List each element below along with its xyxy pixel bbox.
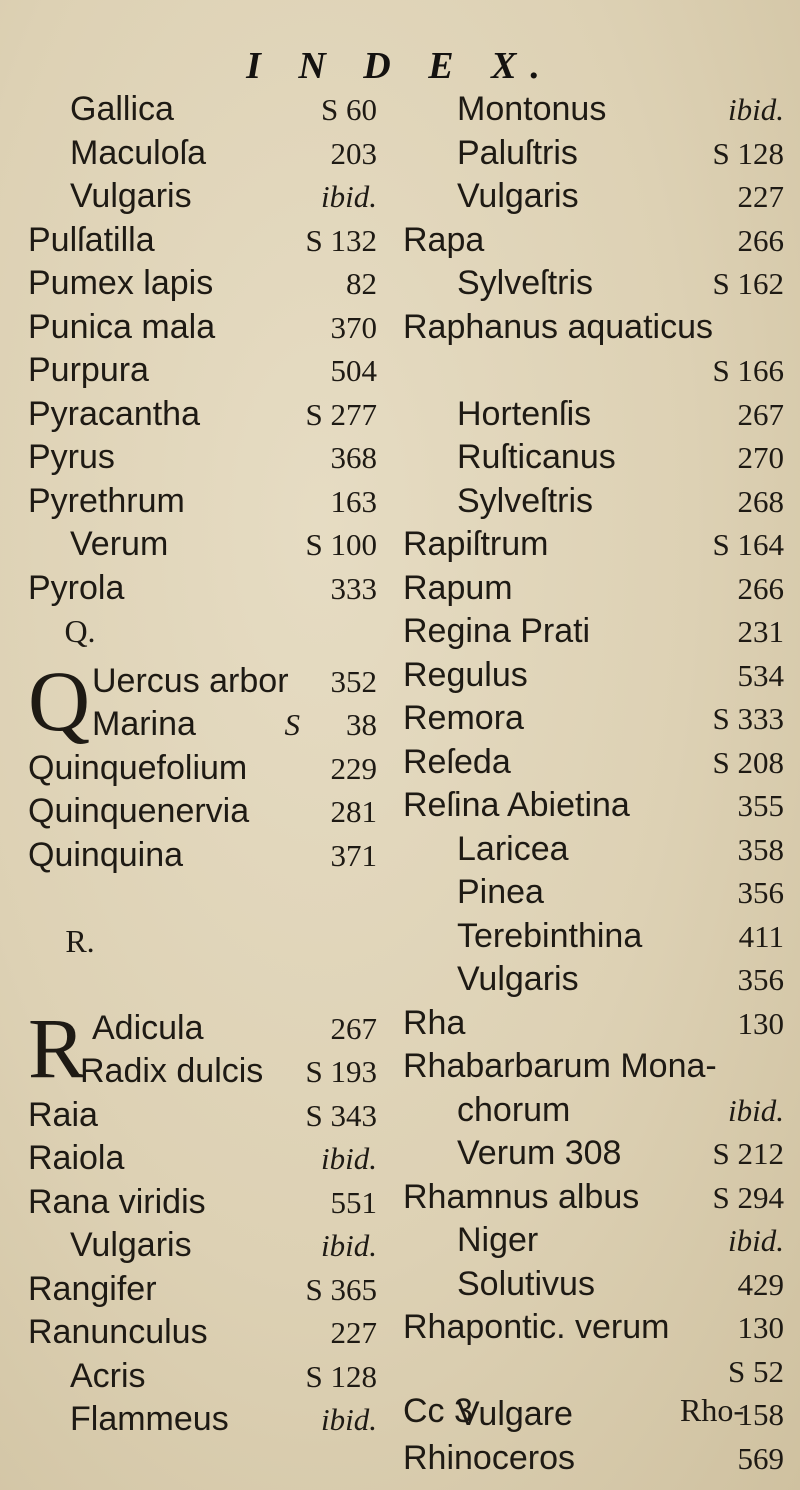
index-entry <box>400 393 800 437</box>
entry-page-ref: 229 <box>330 750 377 786</box>
entry-page-ref: 163 <box>330 483 377 519</box>
entry-page-ref: 569 <box>737 1440 784 1476</box>
entry-name: Regina Prati <box>403 612 591 650</box>
index-entry <box>400 1306 800 1350</box>
entry-name: Reſeda <box>403 742 511 781</box>
index-entry <box>0 1268 400 1312</box>
entry-page-ref: S 166 <box>712 353 784 388</box>
index-entry <box>0 1094 400 1138</box>
entry-page-ref: S 208 <box>712 744 784 780</box>
entry-page-ref: S 52 <box>728 1353 784 1389</box>
entry-name: Flammeus <box>70 1400 229 1438</box>
index-entry <box>400 915 800 959</box>
section-heading <box>0 920 400 964</box>
signature-mark: Cc 3 <box>403 1392 473 1430</box>
entry-page-ref: 38 <box>346 707 377 742</box>
catchword: Rho- <box>680 1392 744 1428</box>
entry-name: Paluſtris <box>457 133 578 172</box>
left-column <box>0 88 400 1442</box>
index-entry <box>400 741 800 785</box>
entry-page-prefix: S <box>284 707 300 742</box>
entry-name: Vulgaris <box>457 177 579 215</box>
entry-name: Raphanus aquaticus <box>403 307 714 346</box>
entry-name: Remora <box>403 699 524 737</box>
entry-page-ref: ibid. <box>321 1402 377 1437</box>
entry-name: Ranunculus <box>28 1313 208 1351</box>
entry-name: Gallica <box>70 90 174 128</box>
entry-page-ref: S 294 <box>712 1179 784 1215</box>
entry-name: chorum <box>457 1090 571 1129</box>
entry-page-ref: S 193 <box>305 1054 377 1089</box>
page-header: I N D E X. <box>246 45 554 87</box>
index-entry <box>0 393 400 437</box>
index-entry <box>400 523 800 567</box>
entry-name: Rha <box>403 1003 466 1042</box>
entry-name: Pyrethrum <box>28 481 185 520</box>
spacer <box>0 877 400 920</box>
entry-name: Vulgaris <box>70 1226 192 1264</box>
entry-page-ref: 82 <box>346 266 377 301</box>
index-entry <box>400 132 800 176</box>
index-entry <box>0 834 400 878</box>
entry-name: Rhinoceros <box>403 1438 575 1477</box>
index-entry <box>400 1350 800 1394</box>
index-entry <box>0 1181 400 1225</box>
entry-name: Vulgare <box>457 1395 573 1433</box>
index-entry <box>0 703 400 747</box>
entry-name: Quinquefolium <box>28 748 248 787</box>
entry-name: Rhamnus albus <box>403 1177 640 1216</box>
entry-name: Sylveſtris <box>457 264 594 302</box>
entry-name: Quinquenervia <box>28 792 250 830</box>
index-entry <box>400 567 800 611</box>
entry-page-ref: 333 <box>330 570 377 606</box>
entry-page-ref: 371 <box>330 837 377 873</box>
index-entry <box>400 697 800 741</box>
entry-name: Sylveſtris <box>457 481 594 520</box>
entry-page-ref: 203 <box>330 135 377 171</box>
entry-name: Marina <box>92 705 196 743</box>
entry-page-ref: 368 <box>330 440 377 475</box>
index-entry <box>0 306 400 350</box>
section-letter: Q. <box>64 613 96 649</box>
entry-name: Punica mala <box>28 307 216 346</box>
entry-page-ref: ibid. <box>321 1141 377 1176</box>
entry-name: Pyracantha <box>28 394 200 433</box>
entry-name: Montonus <box>457 90 607 128</box>
entry-page-ref: ibid. <box>728 1092 784 1128</box>
entry-name: Maculoſa <box>70 133 207 172</box>
entry-name: Rapiſtrum <box>403 525 549 563</box>
entry-name: Ruſticanus <box>457 438 616 476</box>
entry-name: Rhabarbarum Mona- <box>403 1047 717 1085</box>
index-entry <box>400 436 800 480</box>
entry-name: Solutivus <box>457 1264 595 1303</box>
entry-page-ref: S 164 <box>712 527 784 562</box>
entry-page-ref: S 333 <box>712 701 784 736</box>
entry-name: Laricea <box>457 829 569 868</box>
index-entry <box>400 306 800 350</box>
entry-page-ref: ibid. <box>728 1223 784 1258</box>
index-entry <box>400 480 800 524</box>
entry-page-ref: 352 <box>330 663 377 699</box>
entry-page-ref: 130 <box>737 1005 784 1041</box>
entry-name: Rapum <box>403 568 513 607</box>
entry-page-ref: 267 <box>330 1010 377 1046</box>
index-entry <box>0 175 400 219</box>
entry-name: Pumex lapis <box>28 264 214 302</box>
index-entry <box>400 88 800 132</box>
entry-page-ref: 551 <box>330 1184 377 1220</box>
entry-page-ref: 158 <box>737 1397 784 1432</box>
index-entry <box>400 828 800 872</box>
entry-name: Terebinthina <box>457 916 643 955</box>
entry-page-ref: S 365 <box>305 1271 377 1307</box>
entry-name: Rangifer <box>28 1269 157 1308</box>
entry-name: Acris <box>70 1356 146 1395</box>
entry-name: Vulgaris <box>70 177 192 215</box>
index-entry <box>400 1045 800 1089</box>
entry-page-ref: 266 <box>737 570 784 606</box>
index-entry <box>0 747 400 791</box>
index-entry <box>400 1219 800 1263</box>
entry-name: Verum <box>70 525 169 563</box>
index-entry <box>400 1176 800 1220</box>
entry-name: Verum 308 <box>457 1134 622 1172</box>
entry-name: Rana viridis <box>28 1182 206 1221</box>
right-column <box>400 88 800 1480</box>
index-entry <box>400 958 800 1002</box>
entry-name: Regulus <box>403 655 528 694</box>
index-entry <box>0 1137 400 1181</box>
entry-page-ref: ibid. <box>321 179 377 214</box>
index-entry <box>0 262 400 306</box>
index-entry <box>0 790 400 834</box>
entry-name: Vulgaris <box>457 960 579 998</box>
entry-name: Raia <box>28 1095 98 1134</box>
entry-page-ref: 429 <box>737 1266 784 1302</box>
entry-page-ref: 504 <box>330 353 377 388</box>
index-entry <box>0 1224 400 1268</box>
entry-page-ref: S 132 <box>305 222 377 258</box>
entry-page-ref: 267 <box>737 396 784 432</box>
entry-page-ref: ibid. <box>728 92 784 127</box>
index-entry <box>0 480 400 524</box>
index-entry <box>0 1311 400 1355</box>
entry-name: Pulſatilla <box>28 220 155 259</box>
entry-name: Uercus arbor <box>92 661 289 700</box>
index-entry <box>400 1002 800 1046</box>
entry-page-ref: 534 <box>737 657 784 693</box>
entry-page-ref: 356 <box>737 962 784 997</box>
entry-page-ref: ibid. <box>321 1228 377 1263</box>
entry-page-ref: 268 <box>737 483 784 519</box>
entry-page-ref: 411 <box>738 918 784 954</box>
entry-name: Raiola <box>28 1139 125 1177</box>
entry-page-ref: 356 <box>737 875 784 910</box>
entry-page-ref: S 128 <box>712 135 784 171</box>
index-entry <box>400 784 800 828</box>
index-entry <box>400 262 800 306</box>
drop-cap-letter: R <box>28 999 86 1096</box>
entry-name: Pyrola <box>28 568 125 607</box>
index-entry <box>400 219 800 263</box>
index-entry <box>0 1398 400 1442</box>
entry-page-ref: 281 <box>330 794 377 829</box>
entry-name: Pyrus <box>28 438 115 476</box>
entry-page-ref: S 277 <box>305 396 377 432</box>
index-entry <box>400 610 800 654</box>
entry-name: Niger <box>457 1221 539 1259</box>
section-letter: R. <box>65 923 95 959</box>
entry-page-ref: 227 <box>737 179 784 214</box>
index-entry <box>400 871 800 915</box>
entry-page-ref: S 212 <box>712 1136 784 1171</box>
entry-page-ref: S 60 <box>321 92 377 127</box>
index-entry <box>0 1355 400 1399</box>
index-entry <box>0 219 400 263</box>
entry-name: Hortenſis <box>457 394 592 433</box>
section-heading <box>0 610 400 654</box>
drop-cap-letter: Q <box>28 652 91 749</box>
entry-name: Rapa <box>403 220 485 259</box>
index-entry <box>0 88 400 132</box>
entry-name: Purpura <box>28 351 149 389</box>
entry-page-ref: 270 <box>737 440 784 475</box>
entry-page-ref: S 128 <box>305 1358 377 1394</box>
entry-name: Quinquina <box>28 835 184 874</box>
entry-page-ref: 370 <box>330 309 377 345</box>
index-entry <box>400 1263 800 1307</box>
entry-page-ref: S 100 <box>305 527 377 562</box>
entry-page-ref: 355 <box>737 788 784 823</box>
index-entry <box>400 654 800 698</box>
entry-page-ref: S 343 <box>305 1097 377 1133</box>
entry-name: Radix dulcis <box>80 1052 264 1090</box>
index-entry <box>0 1050 400 1094</box>
entry-page-ref: S 162 <box>712 266 784 301</box>
entry-page-ref: 266 <box>737 222 784 258</box>
entry-name: Adicula <box>92 1008 204 1047</box>
entry-page-ref: 227 <box>330 1315 377 1350</box>
index-entry <box>0 567 400 611</box>
entry-page-ref: 358 <box>737 831 784 867</box>
index-entry <box>400 349 800 393</box>
index-entry <box>0 349 400 393</box>
index-entry <box>400 175 800 219</box>
index-entry <box>400 1437 800 1481</box>
index-entry <box>0 132 400 176</box>
entry-page-ref: 130 <box>737 1310 784 1345</box>
entry-name: Rhapontic. verum <box>403 1308 670 1346</box>
entry-page-ref: 231 <box>737 614 784 649</box>
index-entry <box>0 436 400 480</box>
entry-name: Pinea <box>457 873 544 911</box>
index-entry <box>400 1132 800 1176</box>
entry-name: Reſina Abietina <box>403 786 630 824</box>
index-entry <box>0 523 400 567</box>
index-entry <box>400 1089 800 1133</box>
